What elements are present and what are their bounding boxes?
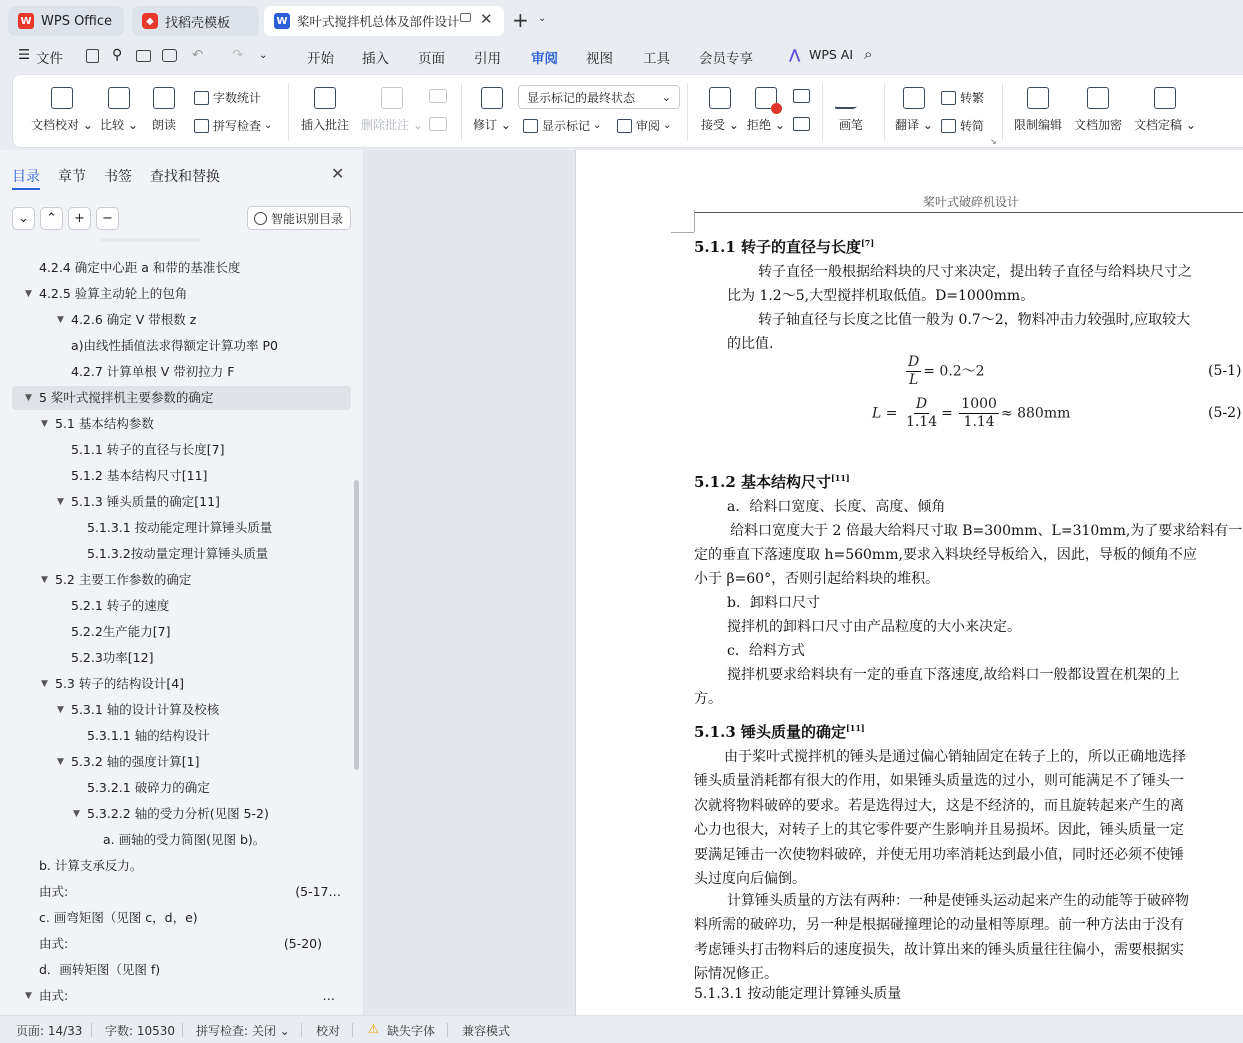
toc-item-label: 5.1.3.2按动量定理计算锤头质量 bbox=[87, 546, 269, 561]
toc-item[interactable] bbox=[25, 388, 345, 408]
menu-insert[interactable]: 插入 bbox=[362, 51, 389, 67]
toc-item-label: b. 计算支承反力。 bbox=[39, 858, 143, 873]
paragraph-line: 小于 β=60°，否则引起给料块的堆积。 bbox=[694, 571, 940, 587]
ribbon-divider bbox=[461, 83, 462, 141]
heading-5-1-1: 5.1.1 转子的直径与长度[7] bbox=[694, 238, 875, 256]
window-icon[interactable] bbox=[460, 13, 471, 22]
delete-comment-button[interactable]: 删除批注 ⌄ bbox=[361, 87, 423, 133]
compare-icon bbox=[108, 87, 130, 109]
paragraph-line: 心力也很大，对转子上的其它零件要产生影响并且易损坏。因此，锤头质量一定 bbox=[694, 822, 1184, 839]
paragraph-line: 锤头质量消耗都有很大的作用，如果锤头质量选的过小，则可能满足不了锤头一 bbox=[694, 773, 1184, 790]
toc-item[interactable] bbox=[57, 492, 345, 512]
equation-number: (5-1) bbox=[1208, 363, 1242, 379]
quick-access-chevron-icon[interactable]: ⌄ bbox=[259, 50, 268, 61]
active-panel-tab-underline bbox=[12, 188, 40, 190]
chevron-down-icon: ⌄ bbox=[661, 90, 671, 104]
ribbon-divider bbox=[1002, 83, 1003, 141]
expand-toggle-icon[interactable]: ▼ bbox=[41, 575, 48, 585]
menu-bar bbox=[0, 40, 1243, 72]
paragraph-line: 际情况修正。 bbox=[694, 966, 778, 983]
to-traditional-label: 转繁 bbox=[960, 91, 985, 105]
heading-5-1-2: 5.1.2 基本结构尺寸[11] bbox=[694, 473, 850, 491]
panel-tab-toc[interactable]: 目录 bbox=[12, 169, 40, 185]
next-comment-icon[interactable] bbox=[429, 117, 447, 131]
traditional-icon bbox=[941, 91, 956, 105]
revise-button[interactable]: 修订 ⌄ bbox=[473, 87, 511, 133]
ribbon-toolbar bbox=[12, 74, 1243, 148]
finalize-doc-icon bbox=[1154, 87, 1176, 109]
toc-item[interactable] bbox=[73, 804, 345, 824]
translate-icon bbox=[903, 87, 925, 109]
save-icon[interactable] bbox=[86, 49, 99, 63]
read-aloud-icon bbox=[153, 87, 175, 109]
read-aloud-label: 朗读 bbox=[152, 118, 177, 132]
toc-item-label: 5.3.2.2 轴的受力分析(见图 5-2) bbox=[87, 806, 269, 821]
eq-denominator: 1.14 bbox=[963, 414, 995, 430]
close-tab-icon[interactable]: ✕ bbox=[480, 10, 493, 28]
toc-item[interactable] bbox=[87, 518, 345, 538]
tab-label: WPS Office bbox=[41, 13, 113, 29]
minus-icon: − bbox=[102, 211, 113, 226]
paragraph-line: 方。 bbox=[694, 691, 722, 707]
status-divider bbox=[91, 1023, 92, 1037]
status-spell-check[interactable]: 拼写检查: 关闭 ⌄ bbox=[196, 1024, 290, 1038]
toc-item-label: 4.2.7 计算单根 V 带初拉力 F bbox=[71, 364, 235, 379]
close-panel-icon[interactable]: ✕ bbox=[331, 164, 345, 183]
to-simplified-label: 转简 bbox=[960, 119, 985, 133]
encrypt-doc-icon bbox=[1087, 87, 1109, 109]
add-heading-button[interactable] bbox=[68, 207, 91, 230]
toc-item-label: 5.3.1 轴的设计计算及校核 bbox=[71, 702, 220, 717]
toc-item-label: 5.3.2 轴的强度计算[1] bbox=[71, 754, 200, 769]
expand-toggle-icon[interactable]: ▼ bbox=[57, 757, 64, 767]
show-markup-button[interactable] bbox=[523, 117, 601, 134]
margin-mark bbox=[671, 232, 694, 233]
toc-item-label: 5.3.2.1 破碎力的确定 bbox=[87, 780, 210, 795]
warning-icon: ⚠ bbox=[368, 1022, 379, 1036]
accept-button[interactable]: 接受 ⌄ bbox=[701, 87, 739, 133]
toc-item[interactable] bbox=[39, 258, 345, 278]
print-icon[interactable] bbox=[136, 50, 151, 62]
toc-item[interactable] bbox=[41, 674, 345, 694]
markup-state-select[interactable] bbox=[518, 85, 680, 109]
markup-state-value: 显示标记的最终状态 bbox=[527, 90, 636, 105]
toc-item[interactable] bbox=[57, 700, 345, 720]
expand-toggle-icon[interactable]: ▼ bbox=[57, 497, 64, 507]
menu-wps-ai[interactable]: WPS AI bbox=[809, 47, 854, 62]
paragraph-line: 考虑锤头打击物料后的速度损失，故计算出来的锤头质量往往偏小，需要根据实 bbox=[694, 941, 1184, 958]
chevron-down-icon: ⌄ bbox=[18, 211, 29, 226]
tab-label: 桨叶式搅拌机总体及部件设计 bbox=[297, 14, 460, 29]
toc-item-label: 4.2.6 确定 V 带根数 z bbox=[71, 312, 197, 327]
eq-denominator: L bbox=[908, 372, 919, 388]
tab-docer[interactable] bbox=[132, 6, 259, 36]
restrict-edit-button[interactable] bbox=[1014, 87, 1062, 133]
expand-toggle-icon[interactable]: ▼ bbox=[73, 809, 80, 819]
toc-item[interactable] bbox=[41, 414, 345, 434]
chevron-down-icon: ⌄ bbox=[264, 120, 273, 131]
menu-file[interactable]: 文件 bbox=[36, 51, 63, 67]
eq-numerator: D bbox=[908, 354, 920, 370]
document-page[interactable] bbox=[575, 150, 1243, 1015]
toc-item[interactable] bbox=[71, 362, 345, 382]
toc-item-label: 由式: bbox=[39, 936, 69, 951]
smart-toc-button[interactable] bbox=[247, 206, 351, 230]
insert-comment-icon bbox=[314, 87, 336, 109]
paragraph-line: 比为 1.2～5,大型搅拌机取低值。D=1000mm。 bbox=[727, 288, 1035, 304]
word-count-icon bbox=[194, 91, 209, 105]
word-doc-icon: W bbox=[274, 13, 290, 29]
toc-item[interactable] bbox=[39, 960, 345, 980]
toc-item-label: 4.2.4 确定中心距 a 和带的基准长度 bbox=[39, 260, 241, 275]
toc-item[interactable] bbox=[71, 622, 345, 642]
paragraph-line: 由于桨叶式搅拌机的锤头是通过偏心销轴固定在转子上的，所以正确地选择 bbox=[724, 749, 1186, 765]
restrict-edit-label: 限制编辑 bbox=[1014, 118, 1063, 132]
ribbon-divider bbox=[288, 83, 289, 141]
toc-item-label: 5.2.3功率[12] bbox=[71, 650, 154, 665]
docer-icon: ◆ bbox=[142, 13, 158, 29]
status-missing-font[interactable]: 缺失字体 bbox=[387, 1024, 436, 1038]
toc-item[interactable] bbox=[87, 726, 345, 746]
expand-toggle-icon[interactable]: ▼ bbox=[25, 393, 32, 403]
toc-item[interactable] bbox=[39, 908, 345, 928]
prev-comment-icon[interactable] bbox=[429, 89, 447, 103]
panel-tab-find-replace[interactable]: 查找和替换 bbox=[150, 169, 220, 185]
menu-reference[interactable]: 引用 bbox=[474, 51, 501, 67]
search-icon[interactable]: ⌕ bbox=[864, 45, 873, 63]
menu-page[interactable]: 页面 bbox=[418, 51, 445, 67]
toc-item-page-ref: (5-20) bbox=[283, 936, 322, 951]
toc-item-label: 5.2.2生产能力[7] bbox=[71, 624, 171, 639]
header-rule bbox=[694, 212, 1243, 213]
spell-check-label: 拼写检查 bbox=[213, 119, 262, 133]
heading-5-1-3-1: 5.1.3.1 按动能定理计算锤头质量 bbox=[694, 986, 902, 1002]
equation-number: (5-2) bbox=[1208, 405, 1242, 421]
menu-member[interactable]: 会员专享 bbox=[699, 51, 753, 67]
smart-icon bbox=[254, 212, 267, 225]
toc-item-label: 由式: bbox=[39, 884, 69, 899]
show-markup-icon bbox=[523, 119, 538, 133]
paragraph-line: 定的垂直下落速度取 h=560mm,要求入料块经导板给入，因此，导板的倾角不应 bbox=[694, 547, 1197, 563]
paragraph-line: 转子轴直径与长度之比值一般为 0.7～2，物料冲击力较强时,应取较大 bbox=[758, 312, 1191, 328]
toc-item[interactable] bbox=[71, 596, 345, 616]
smart-toc-label: 智能识别目录 bbox=[271, 211, 344, 226]
tab-wps-office[interactable] bbox=[8, 6, 124, 36]
toc-item[interactable] bbox=[87, 778, 345, 798]
status-page[interactable]: 页面: 14/33 bbox=[16, 1024, 83, 1038]
toc-item[interactable] bbox=[71, 336, 345, 356]
collapse-up-button[interactable] bbox=[40, 207, 63, 230]
pen-label: 画笔 bbox=[839, 118, 864, 132]
panel-scrollbar[interactable] bbox=[354, 480, 359, 770]
toc-item-label: 5.1.2 基本结构尺寸[11] bbox=[71, 468, 208, 483]
status-word-count[interactable]: 字数: 10530 bbox=[105, 1024, 176, 1038]
prev-change-icon[interactable] bbox=[793, 89, 810, 103]
expand-toggle-icon[interactable]: ▼ bbox=[25, 289, 32, 299]
paragraph-line: 搅拌机要求给料块有一定的垂直下落速度,故给料口一般都设置在机架的上 bbox=[727, 667, 1180, 683]
paragraph-line: 次就将物料破碎的要求。若是选得过大，这是不经济的，而且旋转起来产生的离 bbox=[694, 797, 1184, 814]
print-preview-icon[interactable] bbox=[162, 49, 177, 62]
panel-tab-bookmarks[interactable]: 书签 bbox=[104, 169, 132, 185]
expand-toggle-icon[interactable]: ▼ bbox=[57, 315, 64, 325]
doc-check-label: 文档校对 bbox=[31, 118, 80, 132]
show-markup-label: 显示标记 bbox=[542, 119, 591, 133]
tab-label: 找稻壳模板 bbox=[165, 15, 231, 31]
pen-button[interactable] bbox=[839, 87, 863, 133]
accept-icon bbox=[709, 87, 731, 109]
status-divider bbox=[301, 1023, 302, 1037]
redo-icon[interactable]: ↷ bbox=[232, 47, 244, 63]
collapse-down-button[interactable] bbox=[12, 207, 35, 230]
chevron-down-icon: ⌄ bbox=[593, 120, 602, 131]
hamburger-icon[interactable]: ☰ bbox=[18, 47, 31, 63]
toc-item-label: 由式: bbox=[39, 988, 69, 1003]
list-item: c．给料方式 bbox=[727, 643, 805, 659]
toc-item-label: 5.1.1 转子的直径与长度[7] bbox=[71, 442, 225, 457]
ribbon-divider bbox=[822, 83, 823, 141]
margin-mark bbox=[694, 210, 695, 232]
next-change-icon[interactable] bbox=[793, 117, 810, 131]
status-divider bbox=[447, 1023, 448, 1037]
compare-button[interactable]: 比较 ⌄ bbox=[100, 87, 138, 133]
doc-encrypt-button[interactable] bbox=[1074, 87, 1122, 133]
heading-5-1-3: 5.1.3 锤头质量的确定[11] bbox=[694, 723, 865, 741]
insert-comment-button[interactable] bbox=[301, 87, 349, 133]
equation-5-1 bbox=[904, 354, 985, 389]
page-header: 桨叶式破碎机设计 bbox=[923, 195, 1020, 209]
expand-toggle-icon[interactable]: ▼ bbox=[41, 679, 48, 689]
spell-check-icon bbox=[194, 119, 209, 133]
doc-finalize-button[interactable]: 文档定稿 ⌄ bbox=[1134, 87, 1196, 133]
translate-label: 翻译 bbox=[895, 118, 920, 132]
toc-item-label: 5.1.3 锤头质量的确定[11] bbox=[71, 494, 220, 509]
insert-comment-label: 插入批注 bbox=[301, 118, 350, 132]
revise-icon bbox=[481, 87, 503, 109]
toc-item-label: 5.1 基本结构参数 bbox=[55, 416, 154, 431]
toc-item-label: a)由线性插值法求得额定计算功率 P0 bbox=[71, 338, 279, 353]
status-divider bbox=[182, 1023, 183, 1037]
chevron-down-icon[interactable]: ⌄ bbox=[538, 13, 547, 24]
toc-item[interactable] bbox=[57, 752, 345, 772]
status-compat-mode: 兼容模式 bbox=[462, 1024, 511, 1038]
toc-item[interactable] bbox=[71, 648, 345, 668]
eq-rhs: ≈ 880mm bbox=[1000, 405, 1071, 422]
ribbon-divider bbox=[884, 83, 885, 141]
expand-toggle-icon[interactable]: ▼ bbox=[41, 419, 48, 429]
toc-item-page-ref: (5-17… bbox=[295, 884, 341, 899]
toc-item[interactable] bbox=[41, 570, 345, 590]
compare-label: 比较 bbox=[100, 118, 125, 132]
toc-item-label: 5.3.1.1 轴的结构设计 bbox=[87, 728, 210, 743]
toc-item-label: 5.1.3.1 按动能定理计算锤头质量 bbox=[87, 520, 273, 535]
chevron-up-icon: ⌃ bbox=[46, 211, 57, 226]
reject-label: 拒绝 bbox=[747, 118, 772, 132]
toc-item-label: 5 桨叶式搅拌机主要参数的确定 bbox=[39, 390, 214, 405]
equation-5-2: L = $\frac{D}{1.14}$ = $\frac{1000}{1.14}$ ≈ 880mm bbox=[872, 396, 1071, 430]
paragraph-line: 计算锤头质量的方法有两种：一种是使锤头运动起来产生的动能等于破碎物 bbox=[727, 893, 1189, 909]
doc-encrypt-label: 文档加密 bbox=[1074, 118, 1123, 132]
eq-lhs: L = bbox=[872, 405, 898, 422]
doc-check-button[interactable]: 文档校对 ⌄ bbox=[31, 87, 93, 133]
to-simplified-button[interactable] bbox=[941, 117, 984, 134]
paragraph-line: 要满足锤击一次使物料破碎，并使无用功率消耗达到最小值，同时还必须不使锤 bbox=[694, 846, 1184, 863]
doc-check-icon bbox=[51, 87, 73, 109]
toc-item[interactable] bbox=[39, 934, 345, 954]
eq-numerator: 1000 bbox=[961, 396, 997, 412]
toc-item[interactable] bbox=[103, 830, 345, 850]
to-traditional-button[interactable] bbox=[941, 89, 984, 106]
review-pane-icon bbox=[617, 119, 632, 133]
expand-toggle-icon[interactable]: ▼ bbox=[57, 705, 64, 715]
toc-item-label: 4.2.5 验算主动轮上的包角 bbox=[39, 286, 188, 301]
word-count-button[interactable] bbox=[194, 89, 261, 106]
toc-item-label: 5.2.1 转子的速度 bbox=[71, 598, 170, 613]
review-pane-label: 审阅 bbox=[636, 119, 661, 133]
toc-item[interactable] bbox=[57, 310, 345, 330]
tab-document[interactable] bbox=[264, 6, 504, 36]
spell-check-button[interactable] bbox=[194, 117, 272, 134]
delete-comment-icon bbox=[381, 87, 403, 109]
toc-item[interactable] bbox=[25, 284, 345, 304]
navigation-panel bbox=[0, 150, 364, 1015]
revise-label: 修订 bbox=[473, 118, 498, 132]
toc-item[interactable] bbox=[25, 986, 345, 1006]
tab-bar bbox=[0, 0, 1243, 40]
launcher-icon[interactable]: ↘ bbox=[990, 137, 997, 146]
delete-comment-label: 删除批注 bbox=[361, 118, 410, 132]
reject-icon bbox=[755, 87, 777, 109]
menu-view[interactable]: 视图 bbox=[586, 51, 613, 67]
wps-logo-icon: W bbox=[18, 13, 34, 29]
toc-item[interactable] bbox=[71, 440, 345, 460]
undo-icon[interactable]: ↶ bbox=[192, 47, 204, 63]
review-pane-button[interactable] bbox=[617, 117, 671, 134]
menu-review[interactable]: 审阅 bbox=[531, 51, 558, 67]
eq-numerator: D bbox=[915, 396, 928, 412]
status-divider bbox=[352, 1023, 353, 1037]
toc-item-page-ref: … bbox=[322, 988, 335, 1003]
translate-button[interactable]: 翻译 ⌄ bbox=[895, 87, 933, 133]
pen-icon bbox=[834, 87, 869, 109]
word-count-label: 字数统计 bbox=[213, 91, 262, 105]
reject-button[interactable]: 拒绝 ⌄ bbox=[747, 87, 785, 133]
toc-item[interactable] bbox=[39, 856, 345, 876]
paragraph-line: 的比值. bbox=[727, 336, 774, 352]
remove-heading-button[interactable] bbox=[96, 207, 119, 230]
paragraph-line: 搅拌机的卸料口尺寸由产品粒度的大小来决定。 bbox=[727, 619, 1021, 635]
toc-item-label: 5.2 主要工作参数的确定 bbox=[55, 572, 192, 587]
toc-item-label: d．画转矩图（见图 f) bbox=[39, 962, 161, 977]
share-icon[interactable]: ⚲ bbox=[112, 47, 123, 63]
clipped-toc-item bbox=[100, 238, 200, 242]
toc-item[interactable] bbox=[71, 466, 345, 486]
paragraph-line: 转子直径一般根据给料块的尺寸来决定，提出转子直径与给料块尺寸之 bbox=[758, 264, 1192, 280]
list-item: a．给料口宽度、长度、高度、倾角 bbox=[727, 499, 946, 515]
menu-start[interactable]: 开始 bbox=[307, 51, 334, 67]
expand-toggle-icon[interactable]: ▼ bbox=[25, 991, 32, 1001]
ribbon-divider bbox=[687, 83, 688, 141]
doc-finalize-label: 文档定稿 bbox=[1134, 118, 1183, 132]
read-aloud-button[interactable] bbox=[152, 87, 176, 133]
menu-tools[interactable]: 工具 bbox=[643, 51, 670, 67]
simplified-icon bbox=[941, 119, 956, 133]
wps-ai-icon[interactable]: ⋀ bbox=[789, 47, 801, 63]
toc-item-label: a. 画轴的受力简图(见图 b)。 bbox=[103, 832, 266, 847]
toc-item[interactable] bbox=[39, 882, 345, 902]
status-proof[interactable]: 校对 bbox=[316, 1024, 341, 1038]
lock-doc-icon bbox=[1027, 87, 1049, 109]
paragraph-line: 给料口宽度大于 2 倍最大给料尺寸取 B=300mm、L=310mm,为了要求给料有一 bbox=[730, 523, 1243, 539]
list-item: b．卸料口尺寸 bbox=[727, 595, 820, 611]
accept-label: 接受 bbox=[701, 118, 726, 132]
chevron-down-icon: ⌄ bbox=[663, 120, 672, 131]
panel-tab-chapters[interactable]: 章节 bbox=[58, 169, 86, 185]
status-bar bbox=[0, 1015, 1243, 1043]
paragraph-line: 头过度向后偏倒。 bbox=[694, 871, 806, 887]
new-tab-icon[interactable]: + bbox=[512, 8, 529, 32]
toc-item-label: c. 画弯矩图（见图 c，d，e) bbox=[39, 910, 198, 925]
paragraph-line: 料所需的破碎功，另一种是根据碰撞理论的动量相等原理。前一种方法由于没有 bbox=[694, 917, 1184, 934]
eq-denominator: 1.14 bbox=[905, 414, 938, 430]
eq-rhs: = 0.2～2 bbox=[923, 363, 985, 380]
plus-icon: + bbox=[74, 211, 85, 226]
toc-item[interactable] bbox=[87, 544, 345, 564]
toc-item-label: 5.3 转子的结构设计[4] bbox=[55, 676, 185, 691]
